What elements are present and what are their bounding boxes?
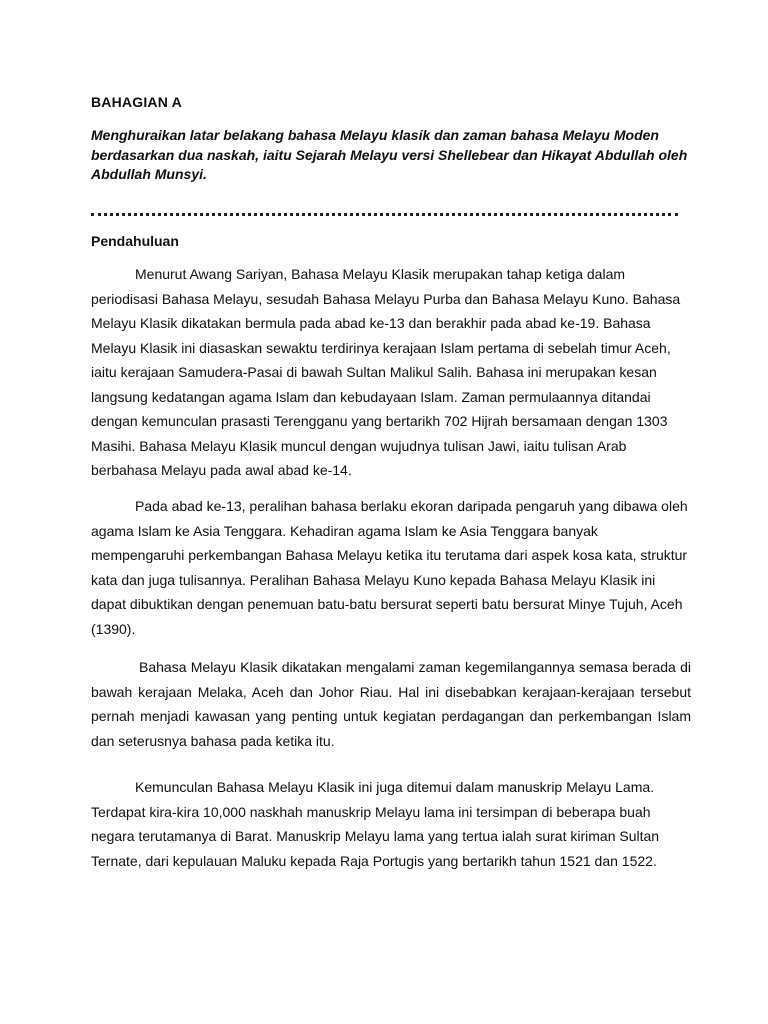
section-title: BAHAGIAN A bbox=[91, 94, 182, 110]
paragraph-1: Menurut Awang Sariyan, Bahasa Melayu Klasik merupakan tahap ketiga dalam periodisasi Bahasa Melayu, sesudah Bahasa Melayu Purba dan Bahasa Melayu Kuno. Bahasa Melayu Klasik dikatakan bermula pada abad ke-13 dan berakhir pada abad ke-19. Bahasa Melayu Klasik ini diasaskan sewaktu terdirinya kerajaan Islam pertama di sebelah timur Aceh, iaitu kerajaan Samudera-Pasai di bawah Sultan Malikul Salih. Bahasa ini merupakan kesan langsung kedatangan agama Islam dan kebudayaan Islam. Zaman permulaannya ditandai dengan kemunculan prasasti Terengganu yang bertarikh 702 Hijrah bersamaan dengan 1303 Masihi. Bahasa Melayu Klasik muncul dengan wujudnya tulisan Jawi, iaitu tulisan Arab berbahasa Melayu pada awal abad ke-14. bbox=[91, 266, 681, 478]
paragraph-3: Bahasa Melayu Klasik dikatakan mengalami zaman kegemilangannya semasa berada di bawah kerajaan Melaka, Aceh dan Johor Riau. Hal ini disebabkan kerajaan-kerajaan tersebut pernah menjadi kawasan yang penting untuk kegiatan perdagangan dan perkembangan Islam dan seterusnya bahasa pada ketika itu. bbox=[91, 659, 691, 749]
paragraph-4: Kemunculan Bahasa Melayu Klasik ini juga ditemui dalam manuskrip Melayu Lama. Terdapat kira-kira 10,000 naskhah manuskrip Melayu lama ini tersimpan di beberapa buah negara terutamanya di Barat. Manuskrip Melayu lama yang tertua ialah surat kiriman Sultan Ternate, dari kepulauan Maluku kepada Raja Portugis yang bertarikh tahun 1521 dan 1522. bbox=[91, 779, 660, 869]
dotted-divider bbox=[91, 213, 678, 216]
introduction-heading: Pendahuluan bbox=[91, 233, 179, 249]
paragraph-2: Pada abad ke-13, peralihan bahasa berlaku ekoran daripada pengaruh yang dibawa oleh agama Islam ke Asia Tenggara. Kehadiran agama Islam ke Asia Tenggara banyak mempengaruhi perkembangan Bahasa Melayu ketika itu terutama dari aspek kosa kata, struktur kata dan juga tulisannya. Peralihan Bahasa Melayu Kuno kepada Bahasa Melayu Klasik ini dapat dibuktikan dengan penemuan batu-batu bersurat seperti batu bersurat Minye Tujuh, Aceh (1390). bbox=[91, 498, 688, 637]
task-statement: Menghuraikan latar belakang bahasa Melayu klasik dan zaman bahasa Melayu Moden berdasarkan dua naskah, iaitu Sejarah Melayu versi Shellebear dan Hikayat Abdullah oleh Abdullah Munsyi. bbox=[91, 127, 688, 182]
